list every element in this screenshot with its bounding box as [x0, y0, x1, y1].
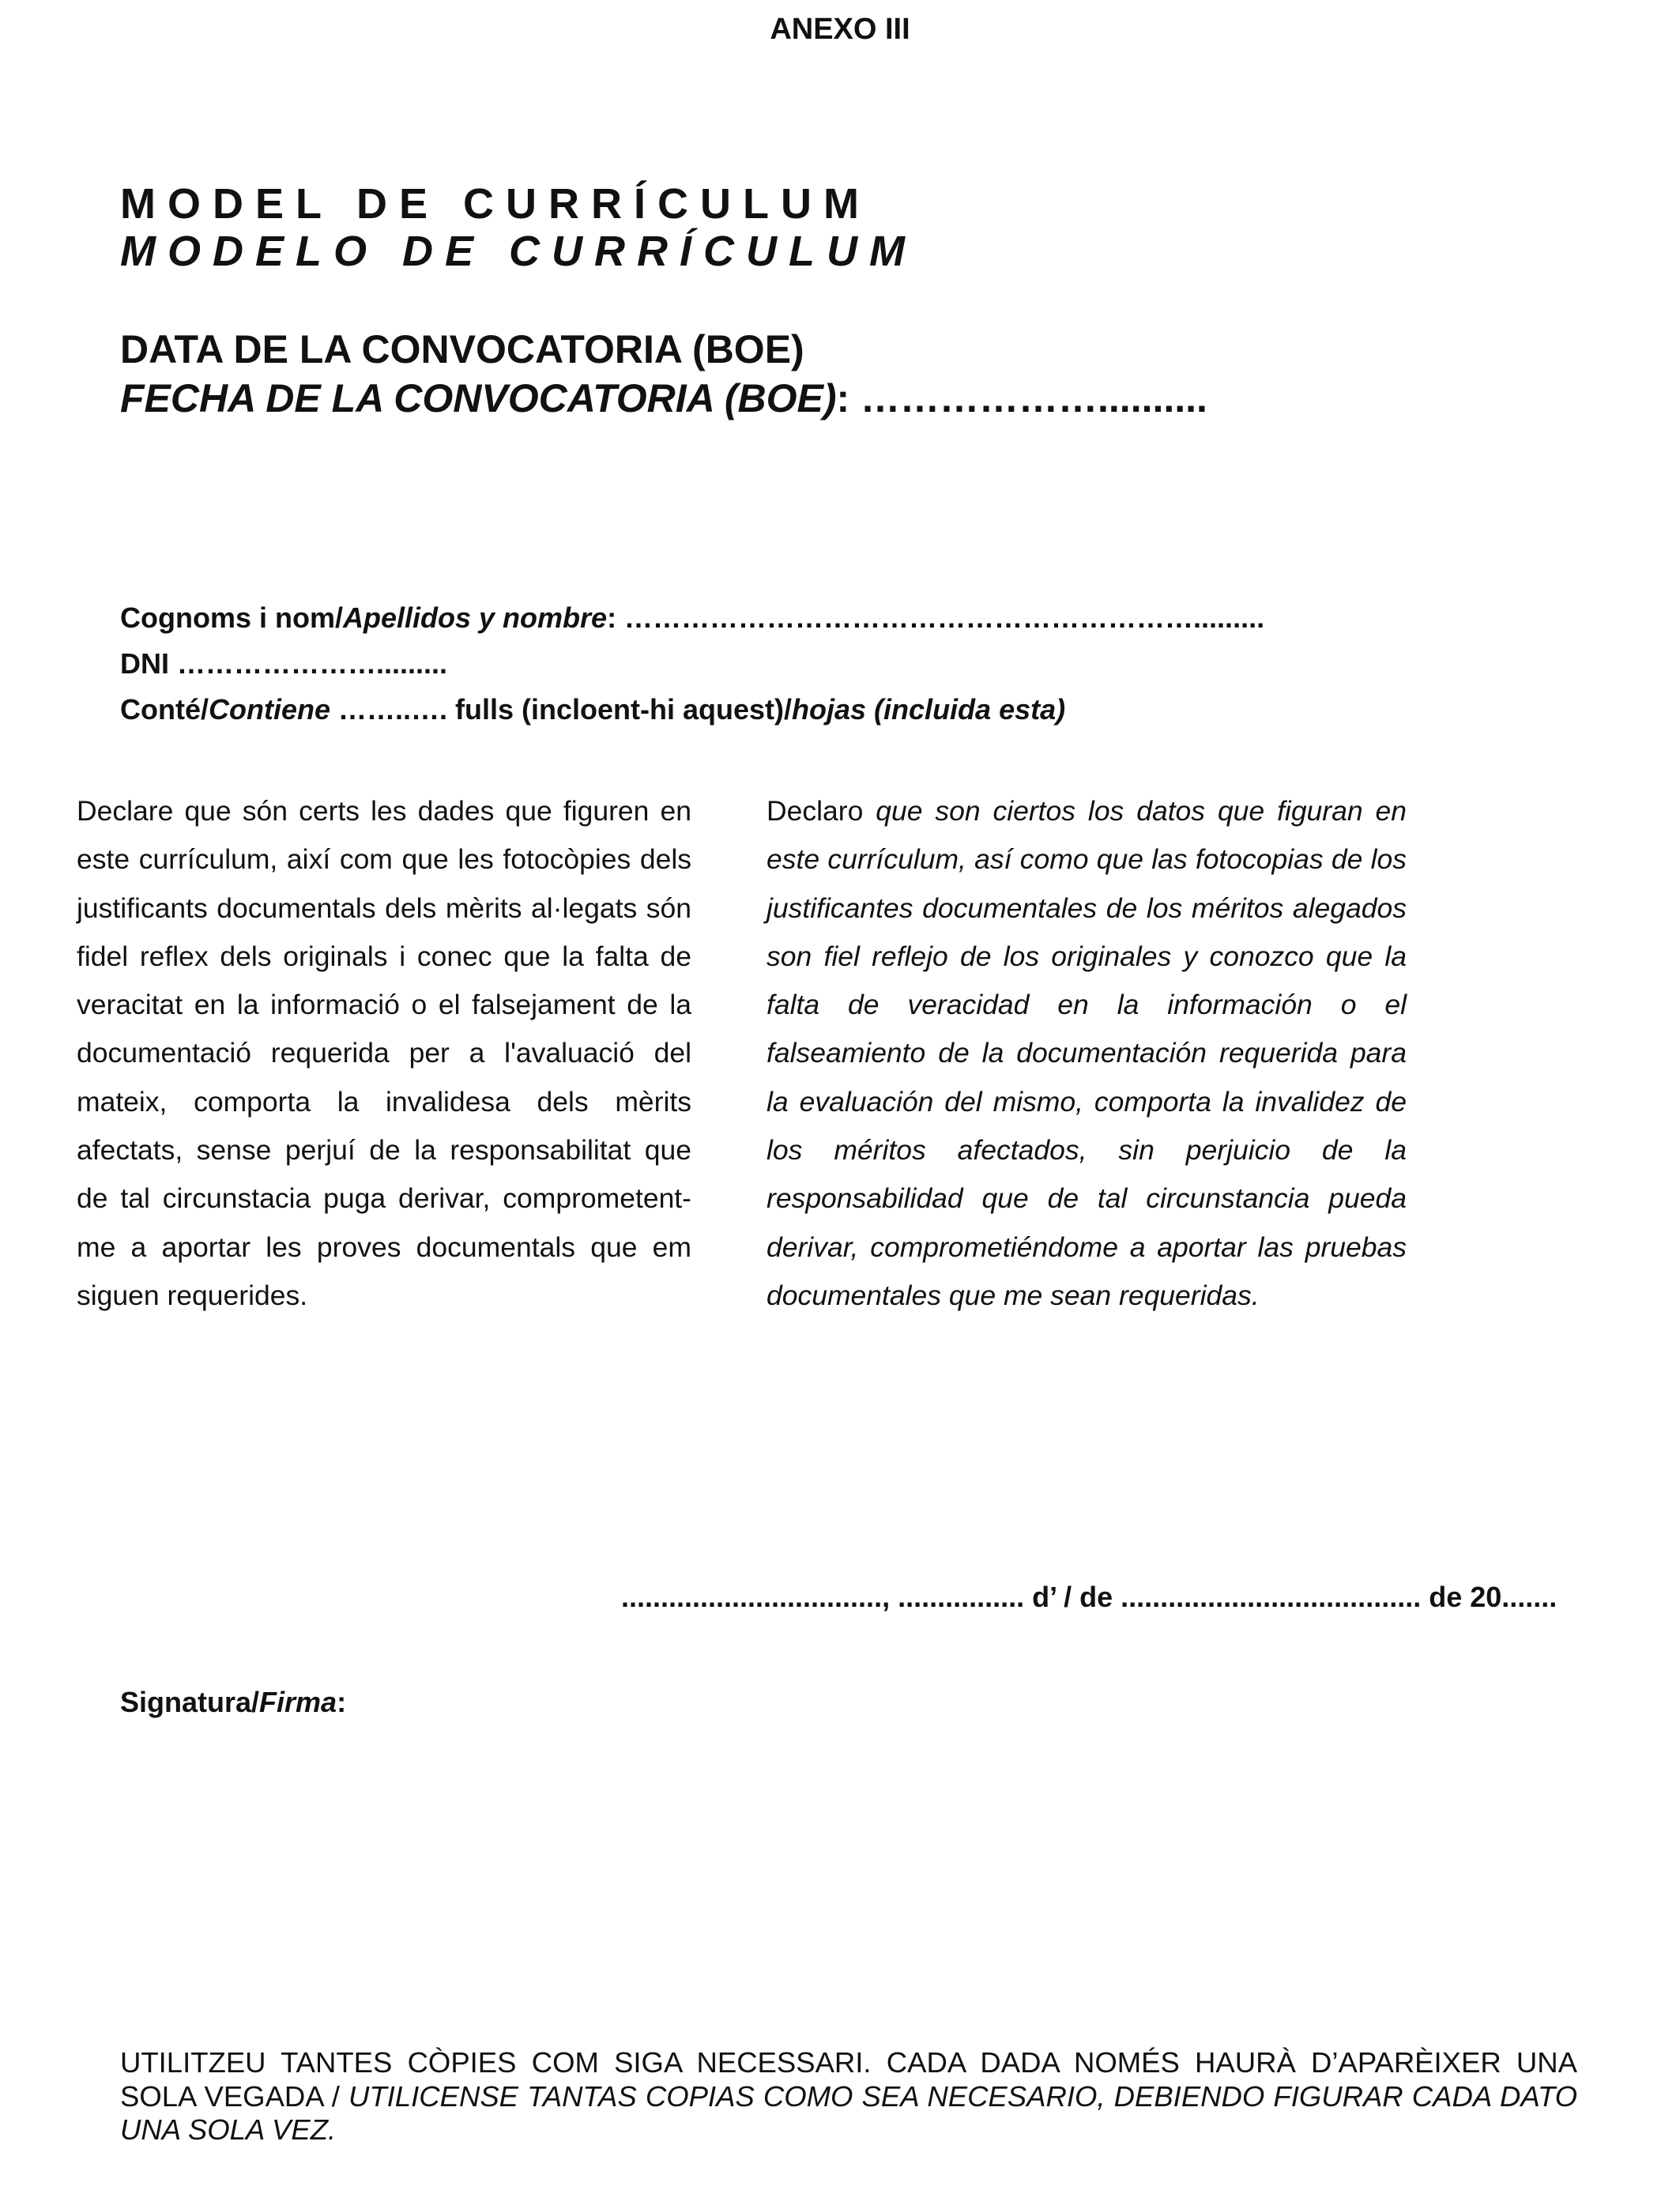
dni-blank: …………………......... [177, 647, 448, 680]
signature-label-spanish: Firma [259, 1686, 337, 1718]
name-blank: : ……………………………………………………......... [607, 601, 1265, 634]
sheets-label-catalan: Conté/ [120, 693, 209, 726]
name-label-catalan: Cognoms i nom/ [120, 601, 343, 634]
dni-field [120, 645, 447, 683]
sheets-field [120, 691, 1065, 729]
declaration-spanish-text: que son ciertos los datos que figuran en este currículum, así como que las fotocopias de los justificantes documentales de los méritos alegados son fiel reflejo de los originales y conozco que la falta de veracidad en la información o el falseamiento de la documentación requerida para la evaluación del mismo, comporta la invalidez de los méritos afectados, sin perjuicio de la responsabilidad que de tal circunstancia pueda derivar, comprometiéndome a aportar las pruebas documentales que me sean requeridas. [767, 795, 1407, 1311]
call-date-blank: : ……………….......... [836, 376, 1207, 420]
dni-label: DNI [120, 647, 177, 680]
signature-label-catalan: Signatura/ [120, 1686, 260, 1718]
call-date-label-catalan: DATA DE LA CONVOCATORIA (BOE) [120, 327, 804, 371]
sheets-note-spanish: hojas (incluida esta) [792, 693, 1066, 726]
footer-note-catalan: UTILITZEU TANTES CÒPIES COM SIGA NECESSARI. CADA DADA NOMÉS HAURÀ D’APARÈIXER UNA SOLA VEGADA / [120, 2046, 1577, 2113]
annex-title: ANEXO III [770, 13, 910, 46]
call-date-line-spanish [120, 375, 1207, 422]
declaration-spanish-first-word: Declaro [767, 795, 864, 827]
declaration-spanish [767, 787, 1407, 1320]
sheets-label-spanish: Contiene [209, 693, 331, 726]
declaration-catalan: Declare que són certs les dades que figuren en este currículum, així com que les fotocòpies dels justificants documentals dels mèrits al·legats són fidel reflex dels originals i conec que la falta de veracitat en la informació o el falsejament de la documentació requerida per a l'avaluació del mateix, comporta la invalidesa dels mèrits afectats, sense perjuí de la responsabilitat que de tal circunstacia puga derivar, comprometent-me a aportar les proves documentals que em siguen requerides. [77, 795, 691, 1311]
name-label-spanish: Apellidos y nombre [343, 601, 608, 634]
footer-note [120, 2046, 1577, 2147]
place-date-line: ................................., ................ d’ / de ...................................... de 20....... [621, 1581, 1558, 1613]
name-field [120, 599, 1264, 637]
signature-colon: : [337, 1686, 347, 1718]
model-title-catalan: MODEL DE CURRÍCULUM [120, 180, 871, 228]
call-date-label-spanish: FECHA DE LA CONVOCATORIA (BOE) [120, 376, 837, 420]
sheets-blank: ……..…. fulls (incloent-hi aquest)/ [330, 693, 793, 726]
signature-field [120, 1683, 346, 1721]
model-title-spanish: MODELO DE CURRÍCULUM [120, 228, 917, 275]
footer-note-spanish: UTILICENSE TANTAS COPIAS COMO SEA NECESARIO, DEBIENDO FIGURAR CADA DATO UNA SOLA VEZ. [120, 2079, 1577, 2146]
